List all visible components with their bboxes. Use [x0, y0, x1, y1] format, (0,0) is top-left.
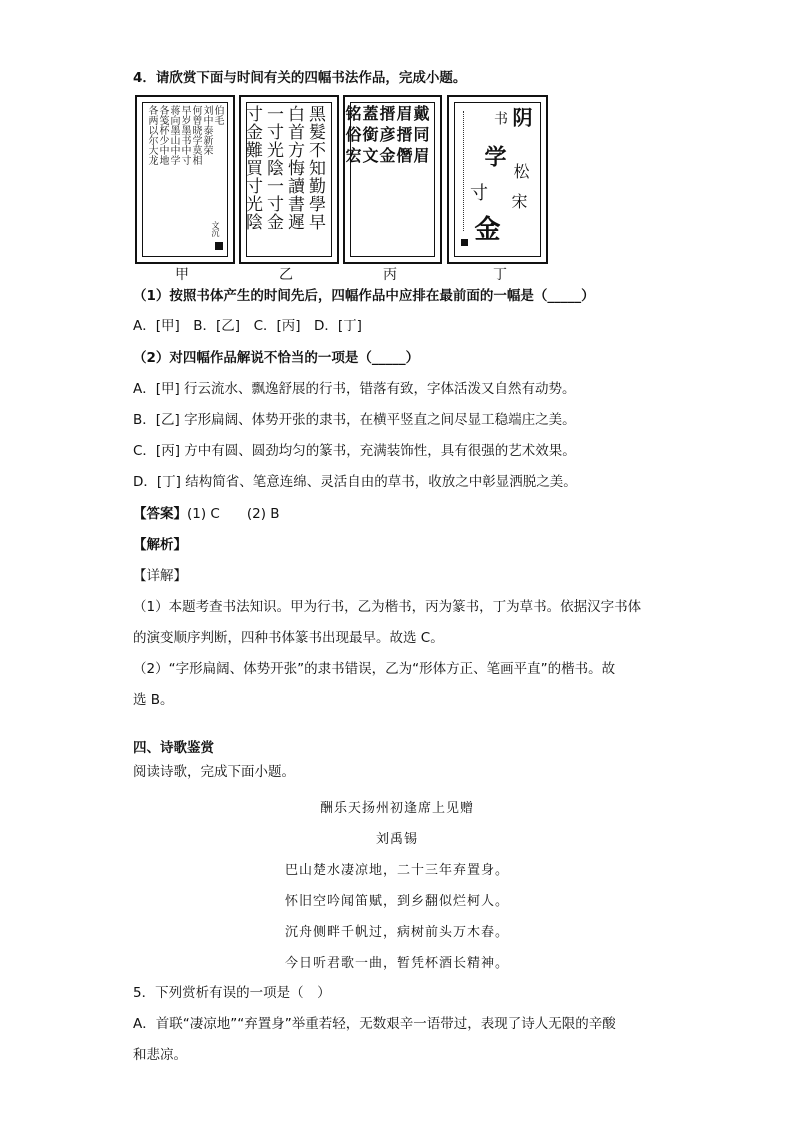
section-instruction: 阅读诗歌，完成下面小题。	[133, 764, 295, 780]
calligraphy-figure-jia	[135, 95, 235, 264]
q4-sub2-option-c: C．[丙] 方中有圆、圆劲均匀的篆书，充满装饰性，具有很强的艺术效果。	[133, 443, 576, 459]
answer-label: 【答案】	[133, 506, 187, 522]
figure-column: 早岁墨书中寸	[179, 105, 190, 165]
figure-column: 戴同眉	[411, 105, 430, 168]
answer-line	[133, 504, 280, 524]
detail-2-line-1: （2）“字形扁阔、体势开张”的隶书错误，乙为“形体方正、笔画平直”的楷书。故	[133, 661, 616, 677]
figure-column: 松	[511, 163, 530, 179]
figure-column: 眉搢僭	[394, 105, 413, 168]
seal-icon	[215, 242, 223, 250]
figure-yi-text-area	[242, 102, 332, 257]
q4-sub1-question: （1）按照书体产生的时间先后，四幅作品中应排在最前面的一幅是（_____）	[133, 288, 595, 304]
detail-label: 【详解】	[133, 568, 187, 584]
detail-1-line-1: （1）本题考查书法知识。甲为行书，乙为楷书，丙为篆书，丁为草书。依据汉字书体	[133, 599, 642, 615]
figure-column: 寸金難買寸光陰	[242, 105, 262, 231]
calligraphy-figure-yi	[239, 95, 339, 264]
figure-column: 搢彦金	[377, 105, 396, 168]
seal-icon	[461, 239, 468, 246]
figure-column: 铭俗宏	[343, 105, 362, 168]
calligraphy-figure-bing	[343, 95, 442, 264]
detail-2-line-2: 选 B。	[133, 692, 174, 708]
detail-1-line-2: 的演变顺序判断，四种书体篆书出现最早。故选 C。	[133, 630, 444, 646]
figure-column: 各笺杯少中地	[157, 105, 168, 165]
poem-line: 巴山楚水凄凉地，二十三年弃置身。	[284, 863, 509, 878]
q5-option-a-line-2: 和悲凉。	[133, 1047, 187, 1063]
figure-column: 黑髮不知勤學早	[305, 105, 325, 231]
q4-sub2-option-d: D．[丁] 结构简省、笔意连绵、灵活自由的草书，收放之中彰显洒脱之美。	[133, 474, 577, 490]
figure-column: 书	[492, 111, 508, 125]
figure-column: 伯毛	[212, 105, 223, 125]
q4-sub2-question: （2）对四幅作品解说不恰当的一项是（_____）	[133, 350, 420, 366]
figure-ding-text-area	[454, 102, 541, 257]
figure-signature: 文沉	[211, 221, 220, 237]
calligraphy-figure-ding	[447, 95, 548, 264]
figure-column: 刘中泰新荣	[201, 105, 212, 155]
figure-caption: 甲	[175, 267, 189, 283]
poem-line: 今日听君歌一曲，暂凭杯酒长精神。	[284, 956, 509, 971]
figure-column: 学	[481, 145, 507, 167]
figure-column: 白首方悔讀書遲	[284, 105, 304, 231]
q4-sub1-options: A．[甲] B．[乙] C．[丙] D．[丁]	[133, 318, 362, 334]
poem-line: 怀旧空吟闻笛赋，到乡翻似烂柯人。	[284, 894, 509, 909]
figure-column: 金	[470, 215, 500, 241]
figure-column: 各两以尔大龙	[146, 105, 157, 165]
poem-title: 酬乐天扬州初逢席上见赠	[319, 801, 474, 816]
figure-caption: 乙	[279, 267, 293, 283]
figure-caption: 丁	[493, 267, 507, 283]
section-heading: 四、诗歌鉴赏	[133, 740, 214, 756]
poem-line: 沉舟侧畔千帆过，病树前头万木春。	[284, 925, 509, 940]
figure-column: 蒋向墨山中学	[168, 105, 179, 165]
q5-option-a-line-1: A．首联“凄凉地”“弃置身”举重若轻，无数艰辛一语带过，表现了诗人无限的辛酸	[133, 1016, 616, 1032]
q4-sub2-option-a: A．[甲] 行云流水、飘逸舒展的行书，错落有致，字体活泼又自然有动势。	[133, 381, 576, 397]
analysis-label: 【解析】	[133, 537, 187, 553]
signature-stroke	[463, 111, 465, 231]
answer-text: (1) C (2) B	[187, 506, 280, 522]
figure-column: 一寸光陰一寸金	[263, 105, 283, 231]
figure-column: 宋	[509, 193, 528, 209]
figure-column: 阴	[509, 107, 533, 127]
figure-column: 寸	[467, 183, 488, 201]
q5-stem: 5．下列赏析有误的一项是（ ）	[133, 985, 331, 1001]
figure-caption: 丙	[383, 267, 397, 283]
figure-column: 蓋銜文	[360, 105, 379, 168]
figure-bing-text-area	[343, 102, 435, 257]
q4-sub2-option-b: B．[乙] 字形扁阔、体势开张的隶书，在横平竖直之间尽显工稳端庄之美。	[133, 412, 576, 428]
q4-stem: 4．请欣赏下面与时间有关的四幅书法作品，完成小题。	[133, 70, 467, 86]
poem-author: 刘禹锡	[375, 832, 418, 847]
figure-column: 何曾晓学莫相	[190, 105, 201, 165]
figure-jia-text-area	[142, 102, 228, 257]
